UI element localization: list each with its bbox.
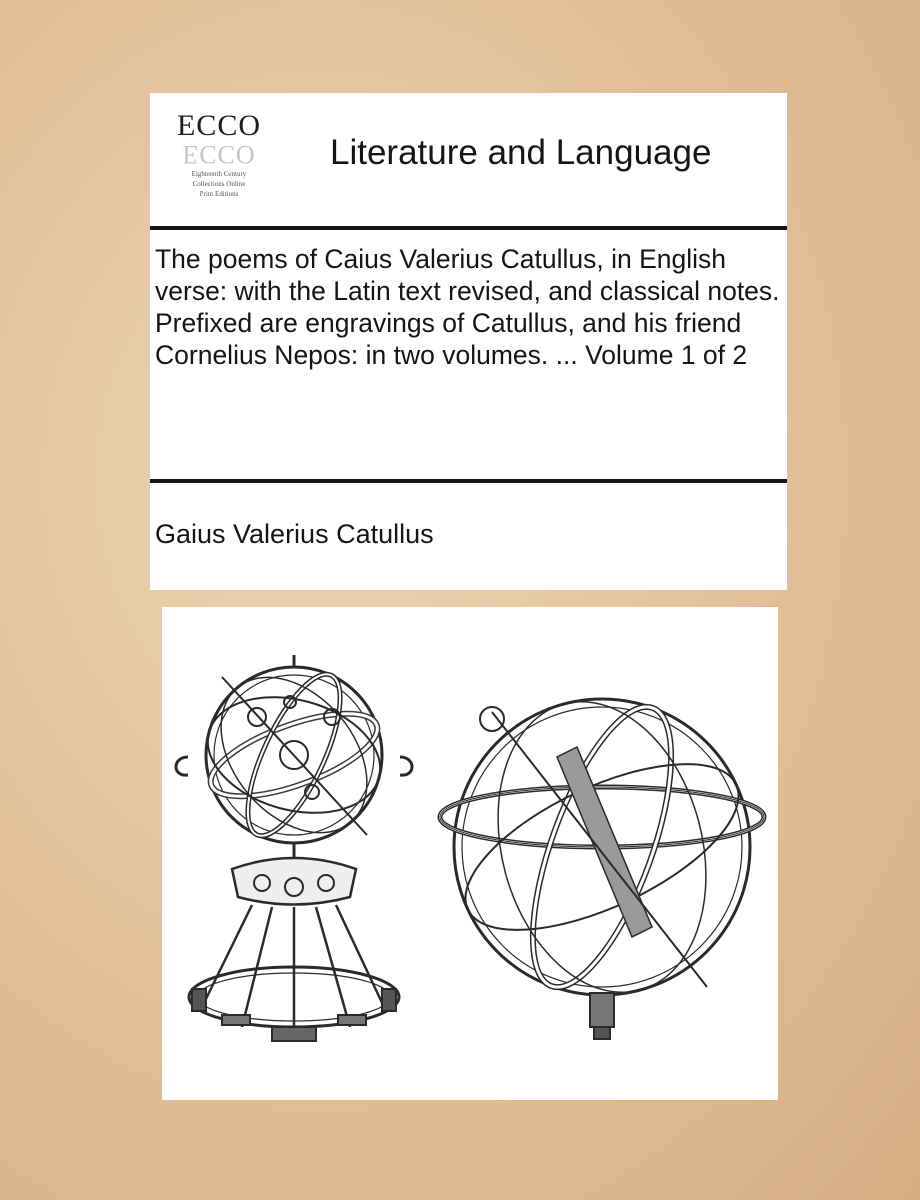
logo-caption-line: Collections Online (192, 180, 246, 188)
divider-rule (150, 479, 787, 483)
series-title: Literature and Language (330, 133, 712, 172)
logo-caption-line: Eighteenth Century (191, 170, 247, 178)
logo-caption (164, 169, 274, 199)
cover-text-panel (150, 93, 787, 590)
author-name: Gaius Valerius Catullus (155, 519, 434, 549)
cover-illustration (162, 607, 778, 1100)
logo-wordmark-reflection: ECCO (182, 140, 256, 169)
ecco-logo (164, 105, 274, 215)
armillary-sphere-on-pedestal-icon (440, 678, 764, 1039)
armillary-sphere-on-stand-icon (176, 649, 412, 1041)
book-title: The poems of Caius Valerius Catullus, in English verse: with the Latin text revised, and classical notes. Prefixed are engravings of Catullus, and his friend Cornelius Nepos: in two volumes. ... Volume 1 of 2 (155, 244, 780, 370)
logo-caption-line: Print Editions (199, 190, 239, 198)
logo-wordmark: ECCO (176, 109, 261, 142)
divider-rule (150, 226, 787, 230)
